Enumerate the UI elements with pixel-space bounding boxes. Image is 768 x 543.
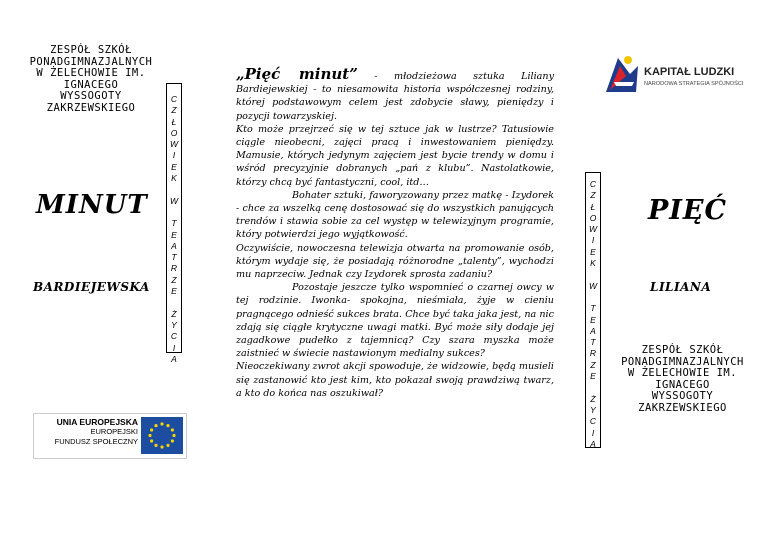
author-surname: BARDIEJEWSKA	[33, 280, 150, 294]
v-letter: Z	[590, 190, 596, 201]
v-gap	[586, 382, 600, 393]
intro-rest: - młodzieżowa sztuka Liliany Bardiejewskiej - to niesamowita historia współczesnej rodziny, której podstawowym celem jest zdobycie sławy, pieniędzy i pozycji towarzyskiej.	[236, 71, 554, 122]
v-letter: I	[172, 342, 176, 353]
description-text	[236, 65, 554, 400]
left-school-name	[20, 45, 162, 114]
school-line: WYSSOGOTY	[651, 390, 714, 402]
v-letter: Y	[590, 404, 596, 415]
v-letter: R	[170, 263, 178, 274]
paragraph: Oczywiście, nowoczesna telewizja otwarta na promowanie osób, którym wydaje się, że posiadają różnorodne „talenty”, wychodzi mu naprzeciw. Jednak czy Izydorek sprosta zadaniu?	[236, 242, 554, 281]
eu-logo-line3: FUNDUSZ SPOŁECZNY	[54, 437, 138, 446]
v-letter: E	[171, 229, 177, 240]
school-line: PONADGIMNAZJALNYCH	[29, 55, 153, 68]
v-letter: A	[171, 240, 177, 251]
v-letter: E	[590, 314, 596, 325]
v-letter: W	[169, 139, 179, 150]
kapital-ludzki-logo	[604, 52, 744, 100]
v-letter: T	[171, 252, 177, 263]
v-letter: A	[590, 325, 596, 336]
paragraph: Bohater sztuki, faworyzowany przez matkę - Izydorek - chce za wszelką cenę dostosować się do wszystkich panujących trendów i stawia sobie za cel występ w telewizyjnym programie, który potwierdzi jego wyjątkowość.	[236, 189, 554, 241]
right-school-name	[610, 345, 755, 414]
v-letter: T	[590, 337, 596, 348]
eu-logo-line1: UNIA EUROPEJSKA	[56, 417, 138, 427]
vertical-text-right	[585, 172, 601, 448]
v-gap	[167, 207, 181, 218]
school-line: PONADGIMNAZJALNYCH	[621, 355, 744, 368]
v-letter: C	[170, 94, 178, 104]
v-letter: I	[591, 235, 595, 246]
school-line: IGNACEGO	[655, 378, 710, 391]
v-letter: E	[171, 161, 177, 172]
v-letter: C	[170, 331, 178, 342]
kl-logo-line1: KAPITAŁ LUDZKI	[644, 66, 735, 78]
v-letter: O	[589, 212, 597, 223]
eu-logo-line2: EUROPEJSKI	[90, 427, 138, 436]
school-line: ZESPÓŁ SZKÓŁ	[641, 344, 724, 356]
left-title-word: MINUT	[36, 190, 148, 220]
v-letter: Z	[171, 274, 177, 285]
school-line: W ŻELECHOWIE IM.	[627, 367, 738, 379]
v-letter: R	[589, 348, 597, 359]
school-line: WYSSOGOTY	[60, 90, 122, 102]
v-letter: I	[591, 427, 595, 438]
v-letter: E	[171, 286, 177, 297]
v-letter: W	[588, 224, 598, 235]
v-letter: K	[171, 173, 177, 184]
v-gap	[586, 292, 600, 303]
school-line: ZESPÓŁ SZKÓŁ	[50, 44, 132, 56]
author-name: LILIANA	[650, 280, 712, 294]
paragraph: Pozostaje jeszcze tylko wspomnieć o czarnej owcy w tej rodzinie. Iwonka- spokojna, nieśmiała, żyje w cieniu pragnącego odnieść sukces brata. Chce być taka jaka jest, na nic zdają się ciągłe krytyczne uwagi matki. Być może siły dodaje jej zagadkowe pudełko z tajemnicą? Czy szara myszka może zaistnieć w świecie nastawionym medialny sukces?	[236, 282, 554, 360]
v-letter: Ł	[590, 201, 596, 212]
vertical-text-left	[166, 83, 182, 364]
school-line: ZAKRZEWSKIEGO	[46, 101, 136, 114]
paragraph: Nieoczekiwany zwrot akcji spowoduje, że widzowie, będą musieli się zastanowić kto jest kim, kto pokazał swoją prawdziwą twarz, a kto do końca nas oszukiwał?	[236, 361, 554, 399]
school-line: IGNACEGO	[63, 78, 119, 91]
v-letter: E	[590, 246, 596, 257]
school-line: ZAKRZEWSKIEGO	[638, 401, 727, 414]
right-title-word: PIĘĆ	[648, 195, 728, 226]
v-letter: Y	[171, 319, 177, 330]
v-gap	[586, 269, 600, 280]
intro-paragraph	[236, 65, 554, 123]
v-letter: A	[590, 438, 596, 449]
v-letter: T	[171, 218, 177, 229]
eu-logo	[33, 413, 187, 459]
play-title: „Pięć minut”	[236, 65, 358, 83]
v-letter: W	[588, 280, 598, 291]
v-letter: O	[170, 127, 178, 138]
kl-logo-line2: NARODOWA STRATEGIA SPÓJNOŚCI	[644, 81, 744, 87]
v-letter: Z	[171, 105, 177, 116]
v-letter: Ż	[590, 393, 596, 404]
v-letter: T	[590, 303, 596, 314]
v-letter: Ż	[171, 308, 177, 319]
v-letter: C	[589, 179, 597, 189]
v-letter: K	[590, 258, 596, 269]
paragraph: Kto może przejrzeć się w tej sztuce jak w lustrze? Tatusiowie ciągle nieobecni, zajęci pracą i inwestowaniem pieniędzy. Mamusie, których jedynym zajęciem jest bycie trendy w domu i wśród precyzyjnie dobranych „pań z klubu”. Nastolatkowie, którzy chcą być fantastyczni, cool, itd…	[236, 123, 554, 188]
v-letter: I	[172, 150, 176, 161]
kl-emblem-icon	[604, 52, 640, 96]
v-gap	[167, 184, 181, 195]
v-letter: Z	[590, 359, 596, 370]
v-letter: A	[171, 353, 177, 364]
school-line: W ŻELECHOWIE IM.	[36, 67, 146, 79]
v-letter: Ł	[171, 116, 177, 127]
v-letter: C	[589, 416, 597, 427]
eu-flag-icon	[141, 417, 183, 454]
v-letter: E	[590, 371, 596, 382]
v-letter: W	[169, 195, 179, 206]
v-gap	[167, 297, 181, 308]
